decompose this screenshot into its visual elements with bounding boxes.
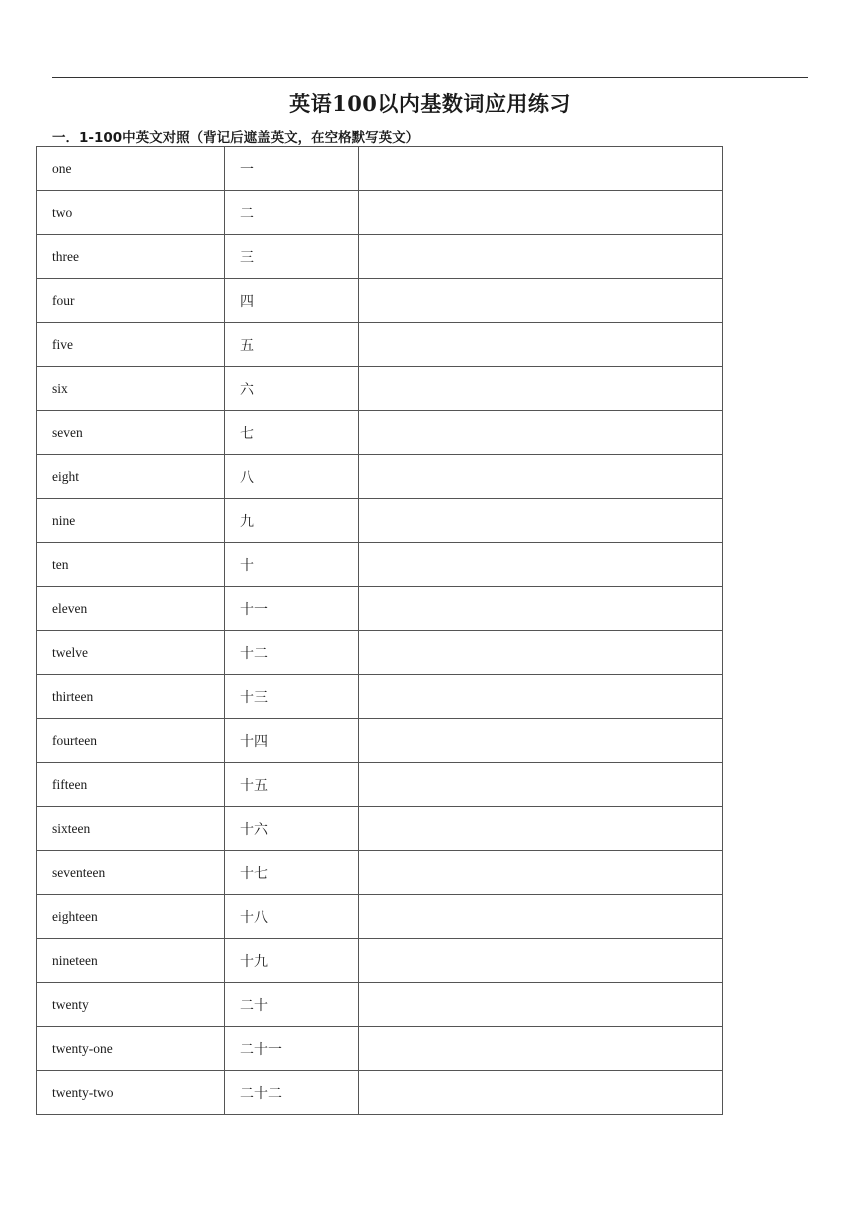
dictation-blank-cell [359, 763, 723, 807]
chinese-number-word: 八 [225, 455, 359, 499]
chinese-number-word: 五 [225, 323, 359, 367]
dictation-blank-cell [359, 807, 723, 851]
english-number-word: eighteen [37, 895, 225, 939]
dictation-blank-cell [359, 851, 723, 895]
table-row [37, 983, 723, 1027]
chinese-number-word: 十三 [225, 675, 359, 719]
english-number-word: two [37, 191, 225, 235]
table-row [37, 543, 723, 587]
table-row [37, 763, 723, 807]
table-row [37, 1027, 723, 1071]
table-row [37, 851, 723, 895]
table-row [37, 895, 723, 939]
english-number-word: ten [37, 543, 225, 587]
dictation-blank-cell [359, 983, 723, 1027]
chinese-number-word: 二十二 [225, 1071, 359, 1115]
english-number-word: fourteen [37, 719, 225, 763]
english-number-word: twenty-one [37, 1027, 225, 1071]
english-number-word: seventeen [37, 851, 225, 895]
chinese-number-word: 六 [225, 367, 359, 411]
table-row [37, 279, 723, 323]
chinese-number-word: 十二 [225, 631, 359, 675]
chinese-number-word: 十五 [225, 763, 359, 807]
dictation-blank-cell [359, 367, 723, 411]
dictation-blank-cell [359, 895, 723, 939]
english-number-word: one [37, 147, 225, 191]
chinese-number-word: 九 [225, 499, 359, 543]
chinese-number-word: 十六 [225, 807, 359, 851]
table-row [37, 1071, 723, 1115]
chinese-number-word: 十一 [225, 587, 359, 631]
english-number-word: eight [37, 455, 225, 499]
chinese-number-word: 二十一 [225, 1027, 359, 1071]
dictation-blank-cell [359, 455, 723, 499]
chinese-number-word: 三 [225, 235, 359, 279]
table-row [37, 147, 723, 191]
page-title: 英语100以内基数词应用练习 [289, 91, 571, 116]
table-row [37, 455, 723, 499]
table-row [37, 719, 723, 763]
header-rule [52, 77, 808, 78]
dictation-blank-cell [359, 191, 723, 235]
dictation-blank-cell [359, 1071, 723, 1115]
chinese-number-word: 十七 [225, 851, 359, 895]
chinese-number-word: 七 [225, 411, 359, 455]
chinese-number-word: 十 [225, 543, 359, 587]
chinese-number-word: 二十 [225, 983, 359, 1027]
section-heading: 一．1-100中英文对照（背记后遮盖英文，在空格默写英文） [52, 130, 420, 146]
chinese-number-word: 四 [225, 279, 359, 323]
dictation-blank-cell [359, 587, 723, 631]
english-number-word: eleven [37, 587, 225, 631]
dictation-blank-cell [359, 719, 723, 763]
english-number-word: five [37, 323, 225, 367]
english-number-word: sixteen [37, 807, 225, 851]
dictation-blank-cell [359, 323, 723, 367]
dictation-blank-cell [359, 499, 723, 543]
english-number-word: seven [37, 411, 225, 455]
table-row [37, 191, 723, 235]
english-number-word: nineteen [37, 939, 225, 983]
table-row [37, 323, 723, 367]
dictation-blank-cell [359, 675, 723, 719]
english-number-word: nine [37, 499, 225, 543]
table-row [37, 675, 723, 719]
table-row [37, 411, 723, 455]
dictation-blank-cell [359, 631, 723, 675]
table-row [37, 939, 723, 983]
english-number-word: four [37, 279, 225, 323]
number-vocabulary-table [36, 146, 723, 1115]
chinese-number-word: 二 [225, 191, 359, 235]
english-number-word: fifteen [37, 763, 225, 807]
english-number-word: twenty [37, 983, 225, 1027]
english-number-word: six [37, 367, 225, 411]
english-number-word: twelve [37, 631, 225, 675]
dictation-blank-cell [359, 543, 723, 587]
table-row [37, 235, 723, 279]
table-row [37, 587, 723, 631]
dictation-blank-cell [359, 279, 723, 323]
dictation-blank-cell [359, 1027, 723, 1071]
chinese-number-word: 一 [225, 147, 359, 191]
table-row [37, 807, 723, 851]
dictation-blank-cell [359, 411, 723, 455]
table-row [37, 367, 723, 411]
english-number-word: three [37, 235, 225, 279]
english-number-word: twenty-two [37, 1071, 225, 1115]
dictation-blank-cell [359, 235, 723, 279]
table-row [37, 631, 723, 675]
chinese-number-word: 十九 [225, 939, 359, 983]
dictation-blank-cell [359, 939, 723, 983]
dictation-blank-cell [359, 147, 723, 191]
table-row [37, 499, 723, 543]
vocabulary-table-body [37, 147, 723, 1115]
chinese-number-word: 十八 [225, 895, 359, 939]
english-number-word: thirteen [37, 675, 225, 719]
chinese-number-word: 十四 [225, 719, 359, 763]
